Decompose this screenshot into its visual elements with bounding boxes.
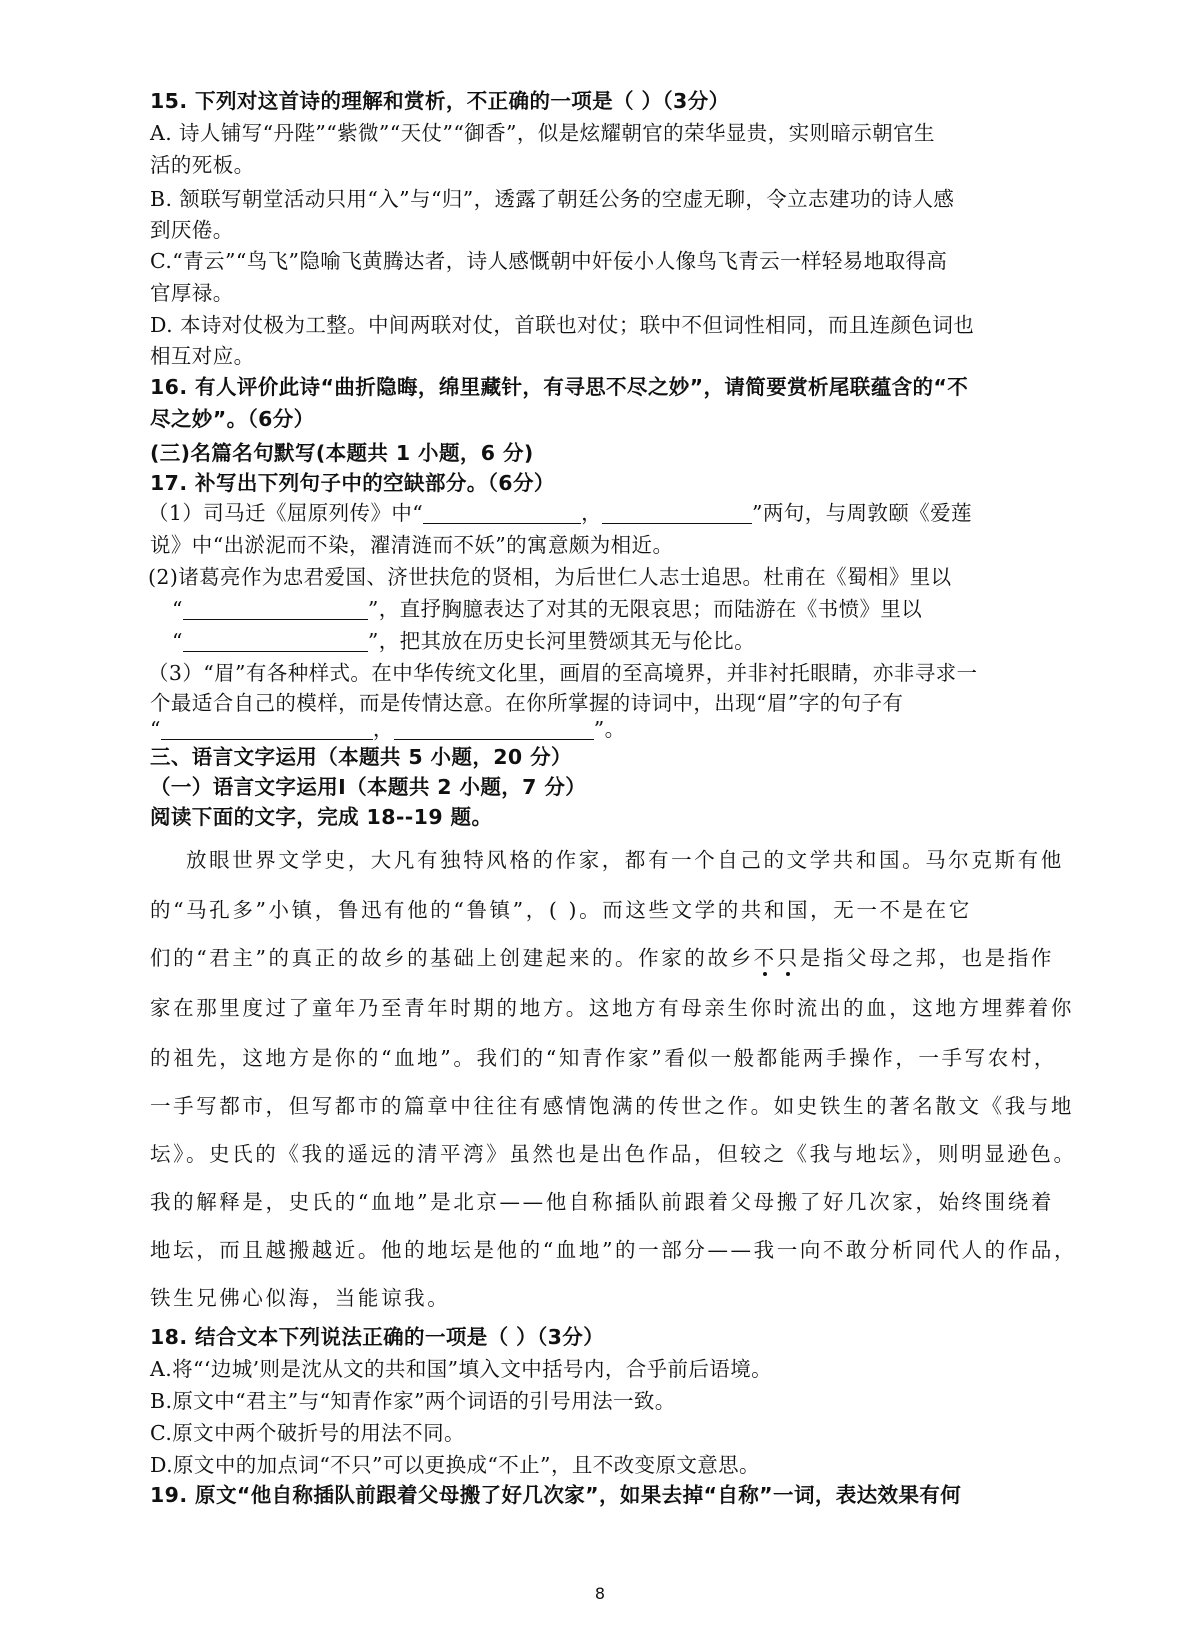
- q17-part2-blank-1[interactable]: [183, 597, 368, 620]
- q18-option-d: D.原文中的加点词“不只”可以更换成“不止”，且不改变原文意思。: [150, 1453, 760, 1477]
- q17-part1-blank-1[interactable]: [423, 501, 581, 524]
- page-number: 8: [594, 1584, 606, 1603]
- q16-stem-line2: 尽之妙”。（6分）: [150, 407, 315, 431]
- emphasis-dot-char-2: 只: [776, 946, 800, 970]
- q17-part2-text-2: ”，把其放在历史长河里赞颂其无与伦比。: [367, 629, 755, 653]
- q17-part3-blank-2[interactable]: [394, 717, 594, 740]
- reading-instruction: 阅读下面的文字，完成 18--19 题。: [150, 805, 493, 829]
- passage-line-3-part-a: 们的“君主”的真正的故乡的基础上创建起来的。作家的故乡: [150, 946, 754, 970]
- passage-line-7: 坛》。史氏的《我的遥远的清平湾》虽然也是出色作品，但较之《我与地坛》，则明显逊色。: [150, 1142, 1077, 1166]
- emphasis-dot-char-1: 不: [753, 946, 777, 970]
- q17-stem: 17. 补写出下列句子中的空缺部分。（6分）: [150, 471, 555, 495]
- q17-part1-suffix: ”两句，与周敦颐《爱莲: [752, 501, 972, 525]
- q15-option-c-line1: C.“青云”“鸟飞”隐喻飞黄腾达者，诗人感慨朝中奸佞小人像鸟飞青云一样轻易地取得高: [150, 249, 948, 273]
- q17-part1-prefix: （1）司马迁《屈原列传》中“: [148, 501, 424, 525]
- q18-option-a: A.将“‘边城’则是沈从文的共和国”填入文中括号内，合乎前后语境。: [150, 1357, 773, 1381]
- q18-option-c: C.原文中两个破折号的用法不同。: [150, 1421, 465, 1445]
- q18-option-b: B.原文中“君主”与“知青作家”两个词语的引号用法一致。: [150, 1389, 676, 1413]
- q17-part3-close-quote: ”。: [593, 717, 626, 741]
- q17-part3-blank-1[interactable]: [161, 717, 373, 740]
- q17-part2-open-quote-1: “: [172, 597, 183, 621]
- q15-option-c-line2: 官厚禄。: [150, 281, 234, 305]
- part3-title: 三、语言文字运用（本题共 5 小题，20 分）: [150, 745, 572, 769]
- q17-part2-line1: (2)诸葛亮作为忠君爱国、济世扶危的贤相，为后世仁人志士追思。杜甫在《蜀相》里以: [148, 565, 952, 589]
- section-heading-recitation: (三)名篇名句默写(本题共 1 小题，6 分): [150, 441, 534, 465]
- q17-part1-line2: 说》中“出淤泥而不染，濯清涟而不妖”的寓意颇为相近。: [150, 533, 674, 557]
- q15-option-a-line2: 活的死板。: [150, 153, 255, 177]
- passage-line-6: 一手写都市，但写都市的篇章中往往有感情饱满的传世之作。如史铁生的著名散文《我与地: [150, 1094, 1074, 1118]
- q15-option-d-line1: D. 本诗对仗极为工整。中间两联对仗，首联也对仗；联中不但词性相同，而且连颜色词也: [150, 313, 975, 337]
- passage-line-4: 家在那里度过了童年乃至青年时期的地方。这地方有母亲生你时流出的血，这地方埋葬着你: [150, 996, 1074, 1020]
- q17-part2-open-quote-2: “: [172, 629, 183, 653]
- q15-option-a-line1: A. 诗人铺写“丹陛”“紫微”“天仗”“御香”，似是炫耀朝官的荣华显贵，实则暗示朝官生: [150, 121, 935, 145]
- passage-line-3-part-b: 是指父母之邦，也是指作: [799, 946, 1054, 970]
- passage-line-1: 放眼世界文学史，大凡有独特风格的作家，都有一个自己的文学共和国。马尔克斯有他: [186, 848, 1064, 872]
- passage-line-3: [150, 943, 1054, 973]
- q17-part2-blank-2[interactable]: [183, 629, 368, 652]
- q18-stem: 18. 结合文本下列说法正确的一项是（ ）（3分）: [150, 1325, 605, 1349]
- q15-option-b-line1: B. 颔联写朝堂活动只用“入”与“归”，透露了朝廷公务的空虚无聊，令立志建功的诗人感: [150, 187, 955, 211]
- q17-part3-separator: ，: [372, 717, 394, 741]
- q15-option-d-line2: 相互对应。: [150, 344, 255, 368]
- passage-line-9: 地坛，而且越搬越近。他的地坛是他的“血地”的一部分——我一向不敢分析同代人的作品，: [150, 1238, 1078, 1262]
- q17-part1-separator: ，: [581, 501, 603, 525]
- q19-stem: 19. 原文“他自称插队前跟着父母搬了好几次家”，如果去掉“自称”一词，表达效果有何: [150, 1483, 962, 1507]
- passage-line-5: 的祖先，这地方是你的“血地”。我们的“知青作家”看似一般都能两手操作，一手写农村，: [150, 1046, 1058, 1070]
- q17-part1-blank-2[interactable]: [602, 501, 752, 524]
- passage-line-2: 的“马孔多”小镇，鲁迅有他的“鲁镇”，( )。而这些文学的共和国，无一不是在它: [150, 898, 972, 922]
- q17-part3-line2: 个最适合自己的模样，而是传情达意。在你所掌握的诗词中，出现“眉”字的句子有: [150, 691, 904, 715]
- q15-stem: 15. 下列对这首诗的理解和赏析，不正确的一项是（ ）（3分）: [150, 89, 730, 113]
- passage-line-8: 我的解释是，史氏的“血地”是北京——他自称插队前跟着父母搬了好几次家，始终围绕着: [150, 1190, 1054, 1214]
- passage-line-10: 铁生兄佛心似海，当能谅我。: [150, 1286, 451, 1310]
- q17-part3-line1: （3）“眉”有各种样式。在中华传统文化里，画眉的至高境界，并非衬托眼睛，亦非寻求一: [148, 661, 978, 685]
- q17-part3-open-quote: “: [150, 717, 161, 741]
- q17-part2-text-1: ”，直抒胸臆表达了对其的无限哀思；而陆游在《书愤》里以: [367, 597, 923, 621]
- q17-part2-line2: [172, 594, 1067, 624]
- q15-option-b-line2: 到厌倦。: [150, 218, 234, 242]
- q17-part3-line3: [150, 714, 1045, 744]
- q17-part2-line3: [172, 626, 1067, 656]
- q16-stem-line1: 16. 有人评价此诗“曲折隐晦，绵里藏针，有寻思不尽之妙”，请简要赏析尾联蕴含的“不: [150, 375, 969, 399]
- part3-subsection-title: （一）语言文字运用Ⅰ（本题共 2 小题，7 分）: [150, 775, 587, 799]
- q17-part1-line1: [148, 498, 1043, 528]
